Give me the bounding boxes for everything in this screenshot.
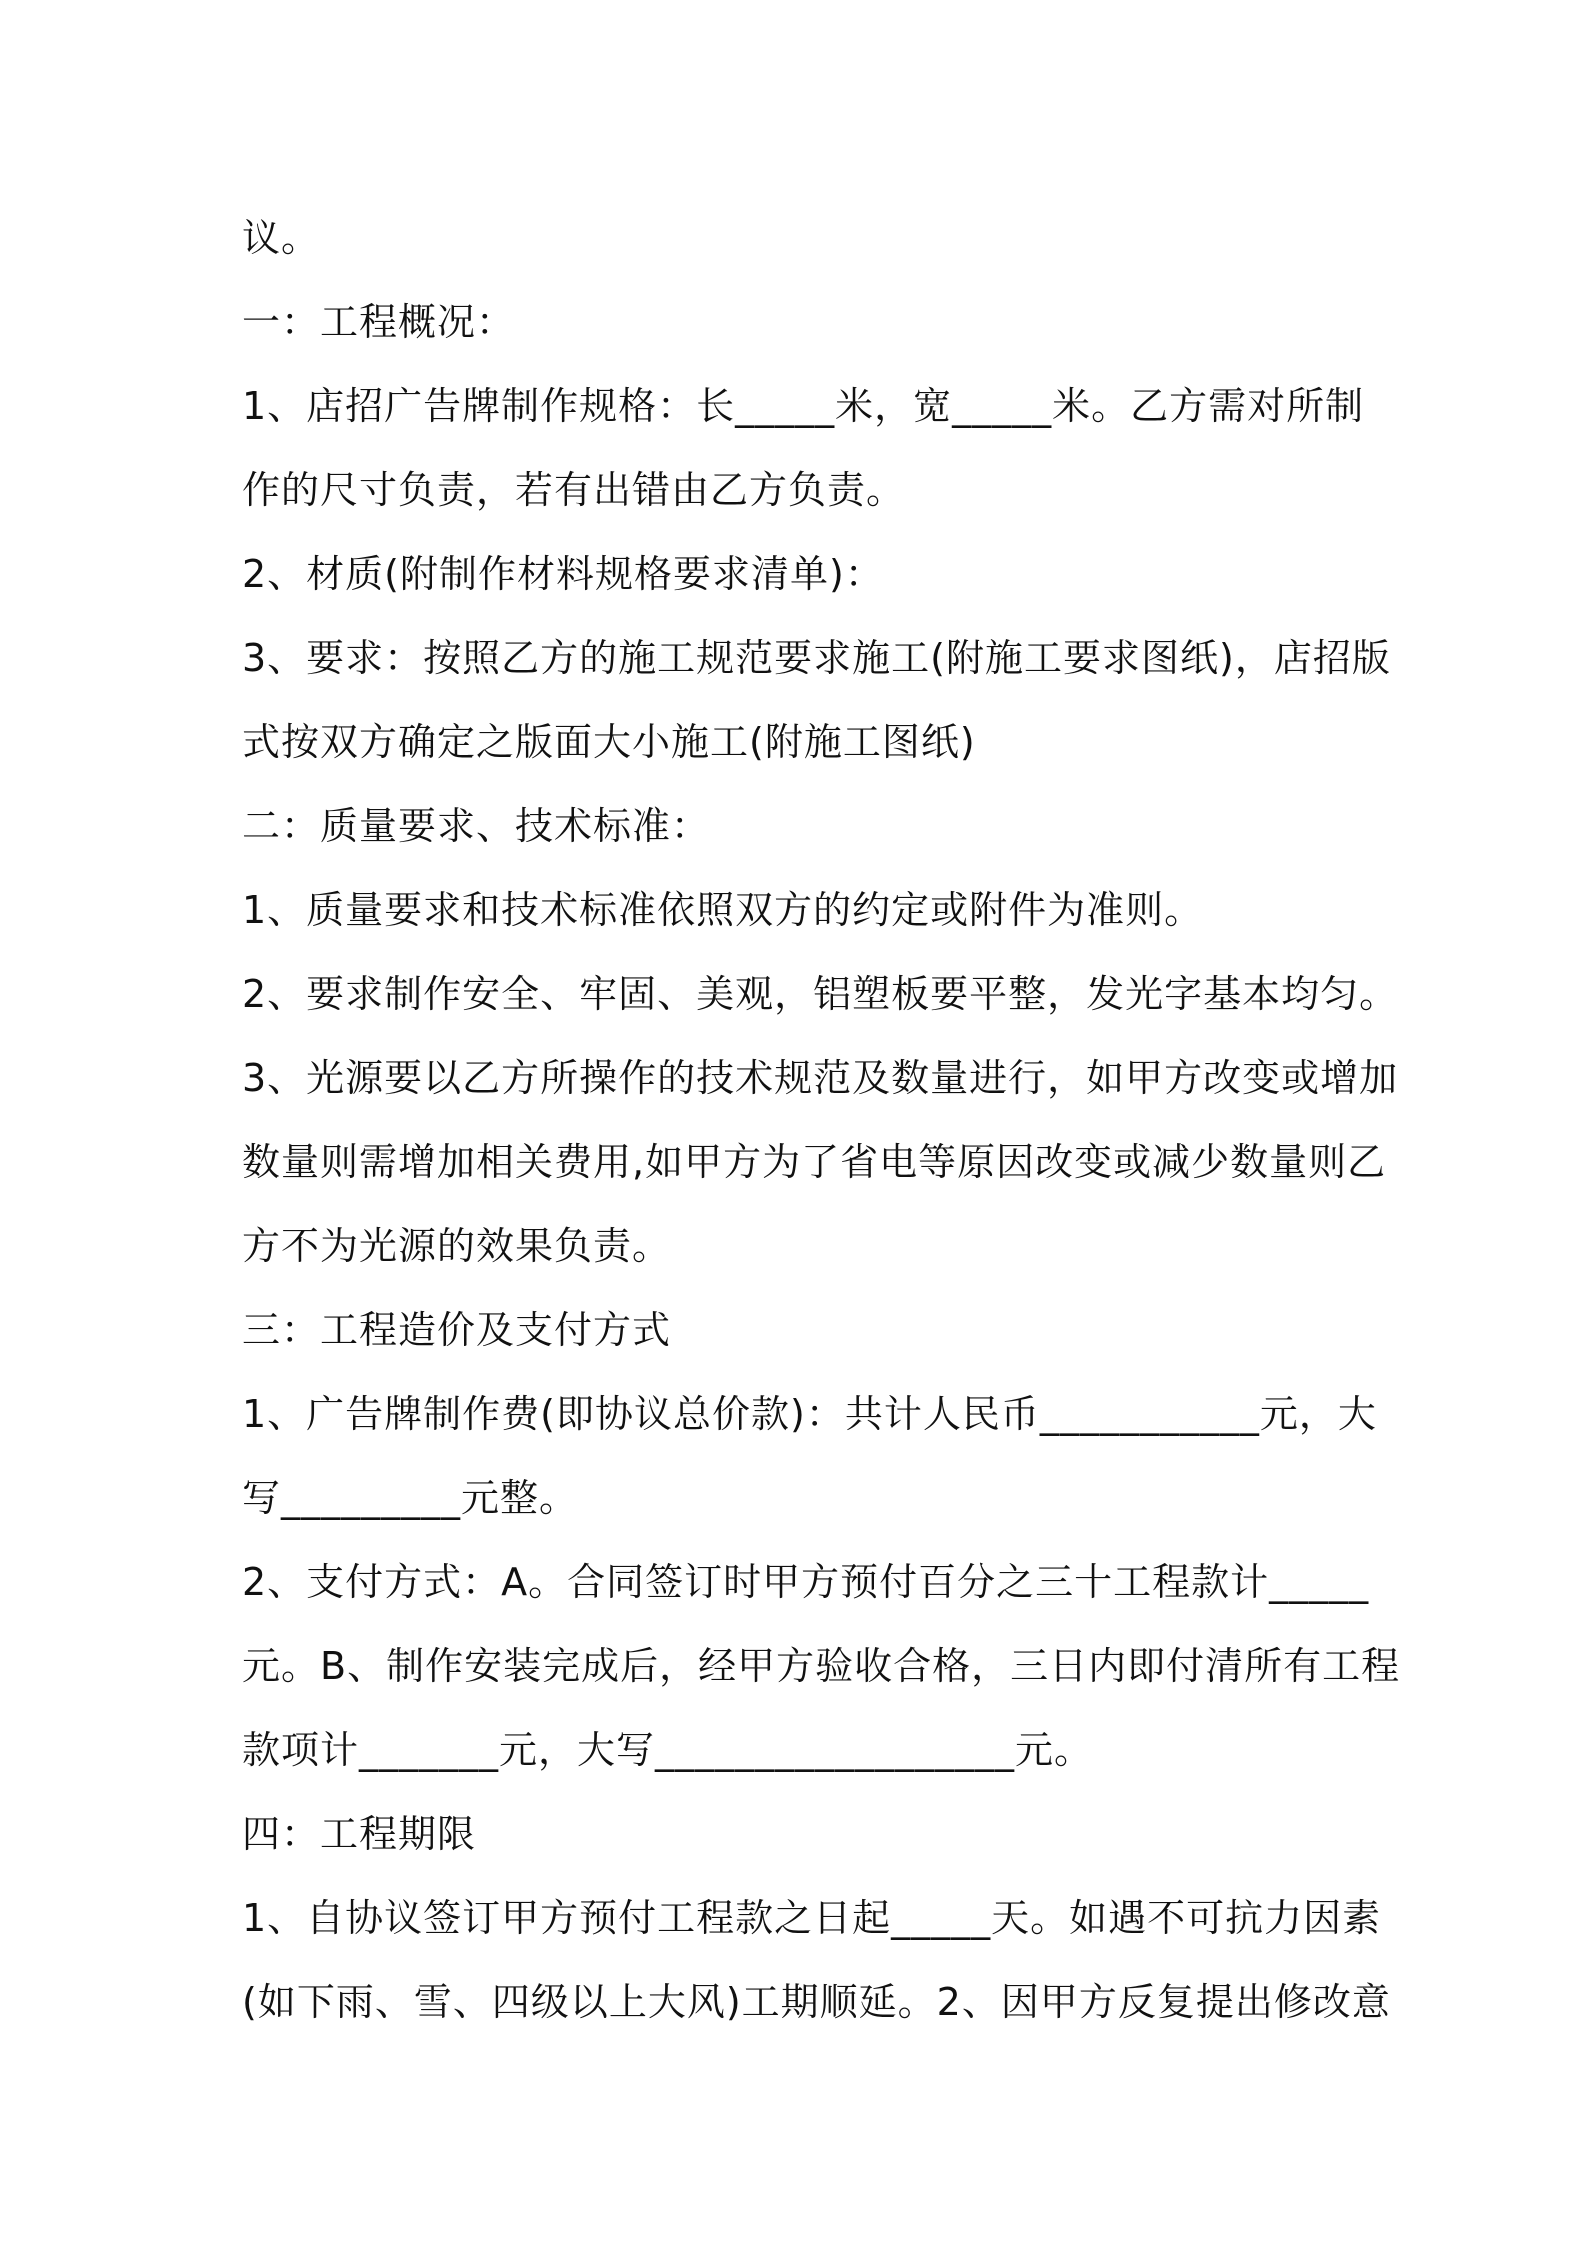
clause-payment-method-cont-1: 元。B、制作安装完成后，经甲方验收合格，三日内即付清所有工程 (242, 1644, 1401, 1688)
clause-requirements: 3、要求：按照乙方的施工规范要求施工(附施工要求图纸)，店招版 (242, 636, 1391, 680)
section-heading-schedule: 四：工程期限 (242, 1812, 477, 1856)
clause-schedule: 1、自协议签订甲方预付工程款之日起_____天。如遇不可抗力因素 (242, 1896, 1382, 1940)
section-heading-project-overview: 一：工程概况： (242, 300, 516, 344)
clause-production-fee-cont: 写_________元整。 (242, 1476, 579, 1520)
clause-requirements-cont: 式按双方确定之版面大小施工(附施工图纸) (242, 720, 976, 764)
section-heading-cost-payment: 三：工程造价及支付方式 (242, 1308, 672, 1352)
section-heading-quality: 二：质量要求、技术标准： (242, 804, 711, 848)
document-body (242, 196, 1401, 2044)
clause-light-source-cont-2: 方不为光源的效果负责。 (242, 1224, 672, 1268)
clause-schedule-cont: (如下雨、雪、四级以上大风)工期顺延。2、因甲方反复提出修改意 (242, 1980, 1391, 2024)
clause-sign-specs: 1、店招广告牌制作规格：长_____米，宽_____米。乙方需对所制 (242, 384, 1365, 428)
clause-quality-standards: 1、质量要求和技术标准依照双方的约定或附件为准则。 (242, 888, 1204, 932)
clause-production-fee: 1、广告牌制作费(即协议总价款)：共计人民币___________元，大 (242, 1392, 1377, 1436)
clause-materials: 2、材质(附制作材料规格要求清单)： (242, 552, 884, 596)
text-line-closing: 议。 (242, 216, 321, 260)
clause-payment-method: 2、支付方式：A。合同签订时甲方预付百分之三十工程款计_____ (242, 1560, 1370, 1604)
clause-light-source-cont-1: 数量则需增加相关费用,如甲方为了省电等原因改变或减少数量则乙 (242, 1140, 1387, 1184)
clause-sign-specs-cont: 作的尺寸负责，若有出错由乙方负责。 (242, 468, 906, 512)
clause-payment-method-cont-2: 款项计_______元，大写__________________元。 (242, 1728, 1094, 1772)
clause-safety: 2、要求制作安全、牢固、美观，铝塑板要平整，发光字基本均匀。 (242, 972, 1399, 1016)
clause-light-source: 3、光源要以乙方所操作的技术规范及数量进行，如甲方改变或增加 (242, 1056, 1399, 1100)
